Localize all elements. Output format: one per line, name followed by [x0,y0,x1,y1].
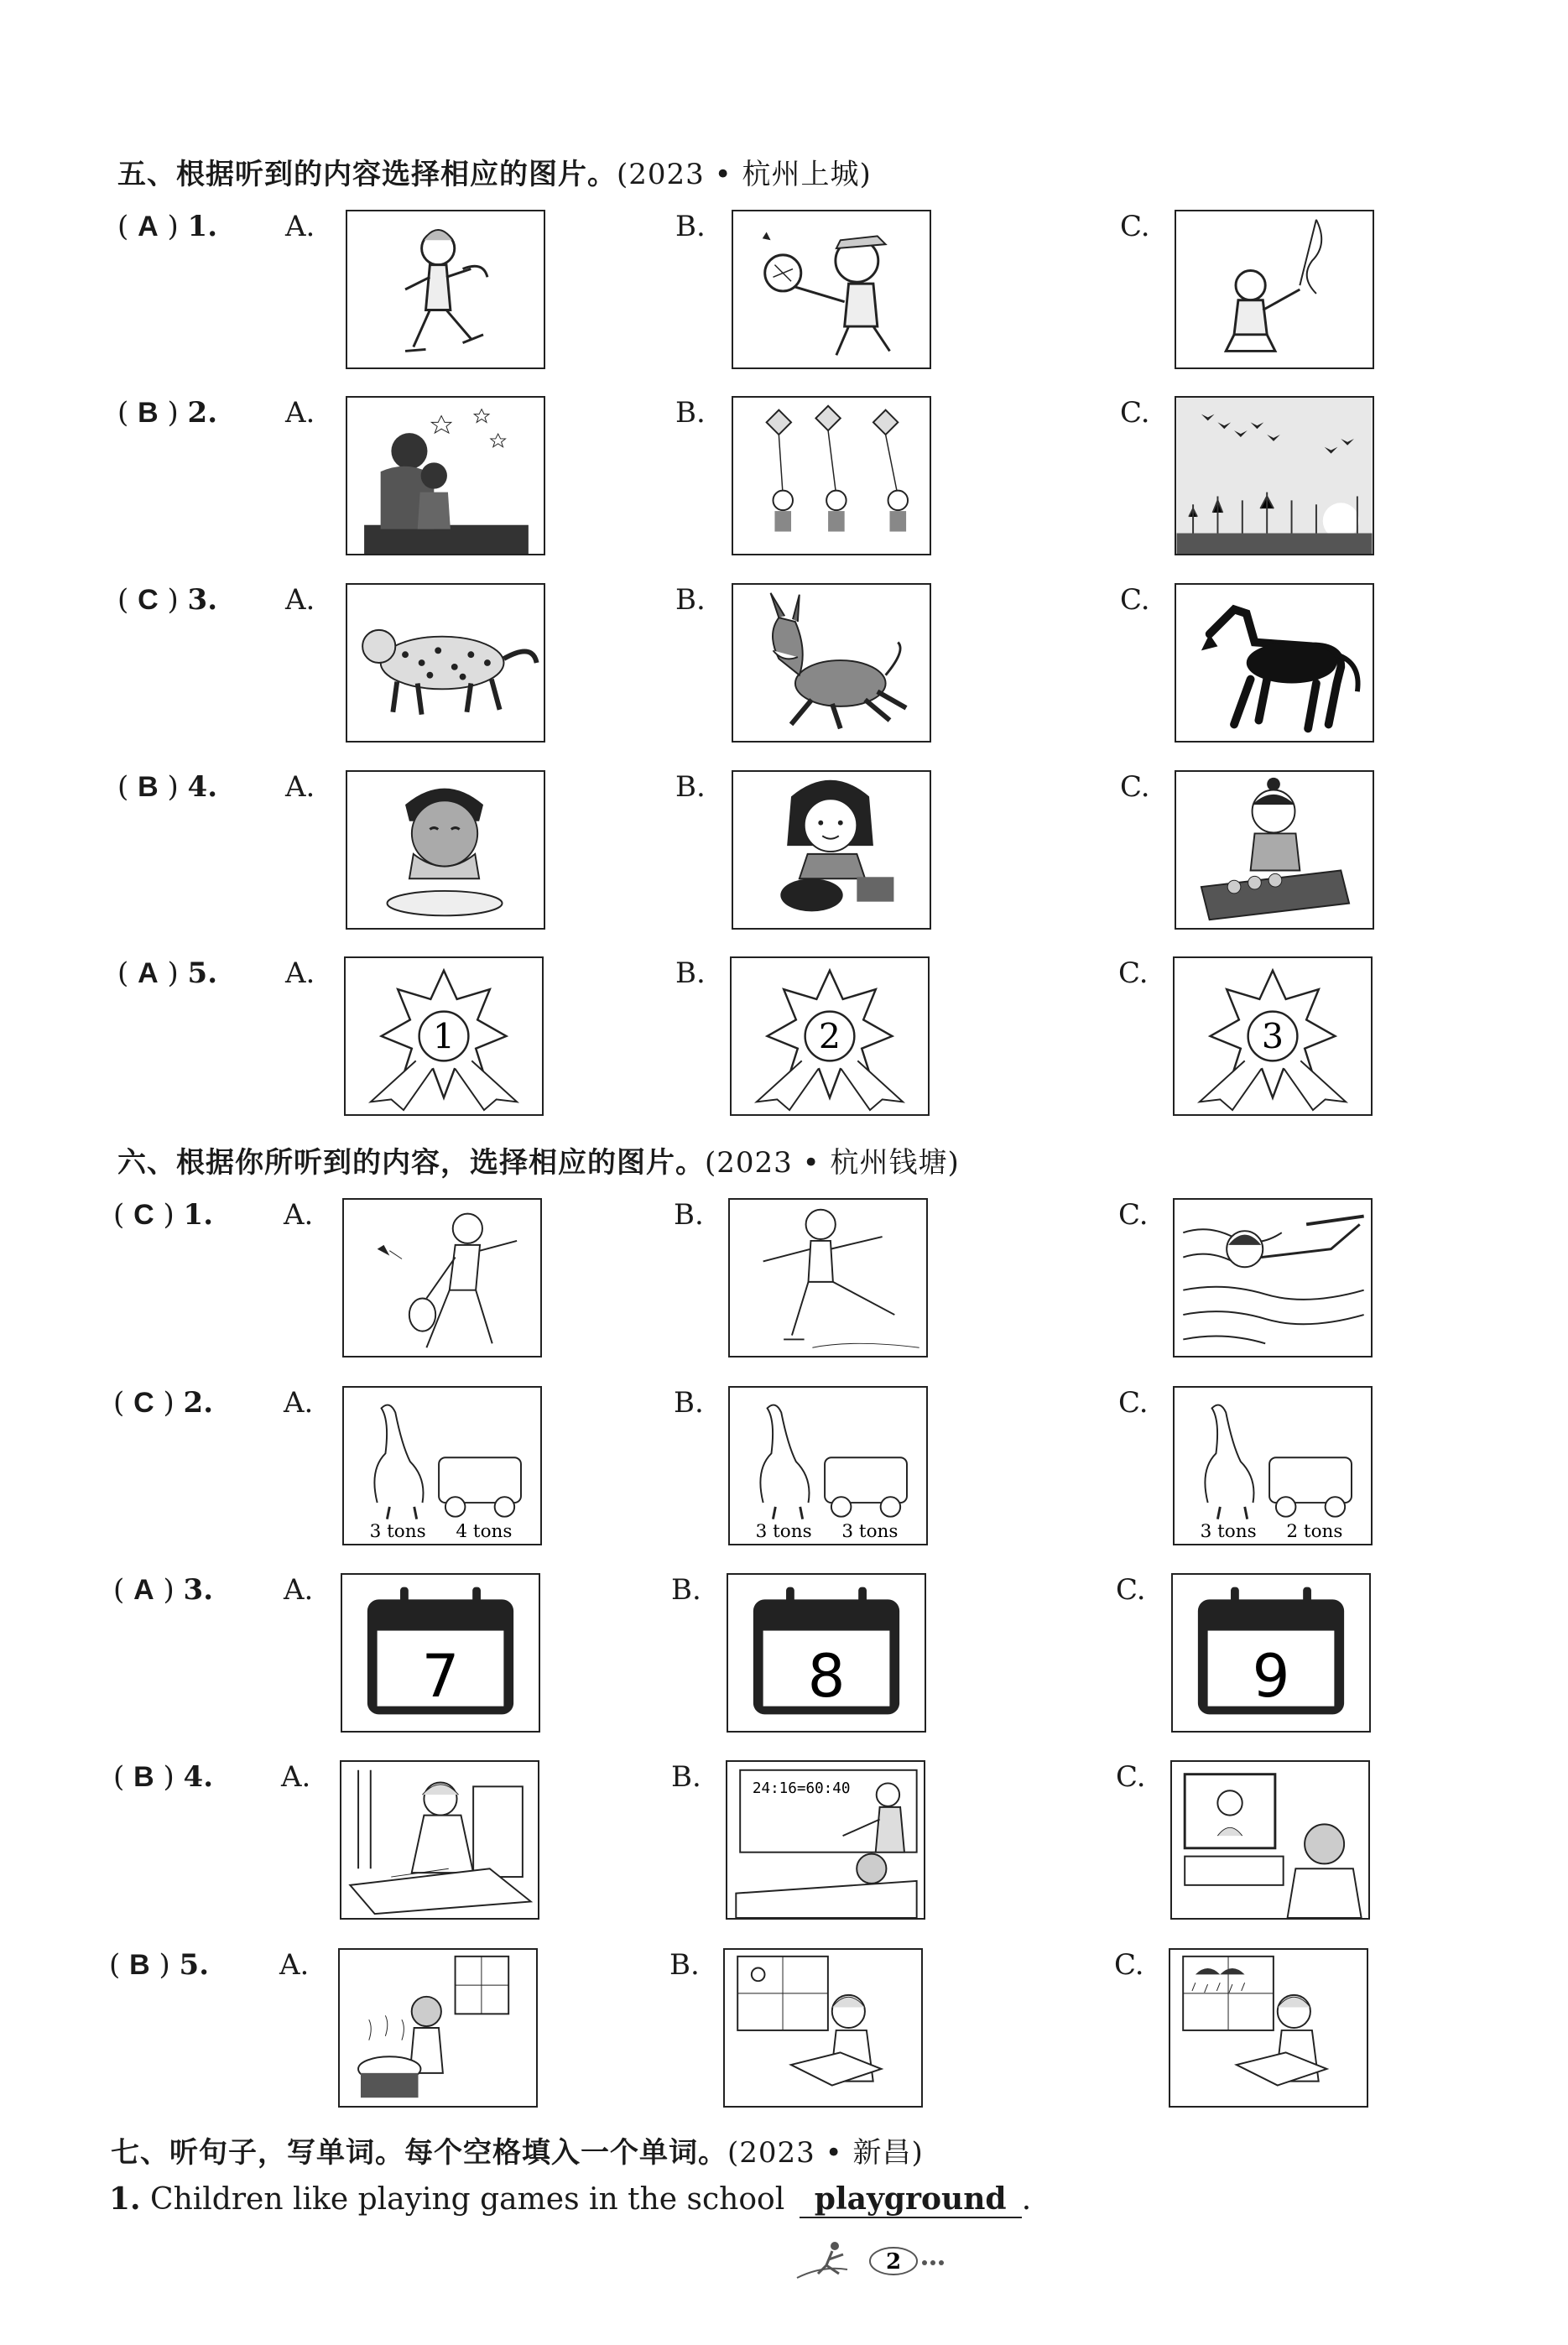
washing-dishes-icon[interactable] [1175,770,1374,930]
stars-watching-icon[interactable] [346,396,545,555]
page-footer [780,2236,965,2286]
option-a-label: A. [285,770,315,804]
option-b-label: B. [669,1948,700,1982]
kites-children-icon[interactable] [732,396,931,555]
calendar-8-icon[interactable] [727,1573,926,1733]
dinosaur-car-icon[interactable] [1173,1386,1373,1545]
blackboard-text: 24:16=60:40 [752,1780,851,1798]
badge-number: 3 [1261,1016,1284,1057]
page-number: 2 [885,2249,902,2275]
washing-feet-icon[interactable] [732,770,931,930]
s6-question-5 [0,1948,1568,2116]
option-b-label: B. [675,956,706,990]
answer-blank[interactable]: playground [800,2181,1022,2218]
kite-girl-icon[interactable] [1175,210,1374,369]
washing-face-icon[interactable] [346,770,545,930]
weight-label: 4 tons [456,1521,513,1543]
option-a-label: A. [284,1198,314,1232]
donkey-icon[interactable] [732,583,931,743]
weight-label: 3 tons [1200,1521,1257,1543]
option-a-label: A. [285,956,315,990]
cooking-girl-icon[interactable] [338,1948,538,2108]
option-b-label: B. [671,1760,701,1794]
option-a-label: A. [284,1386,314,1420]
badminton-player-icon[interactable] [342,1198,542,1357]
teacher-blackboard-icon[interactable] [726,1760,925,1920]
runner-icon [797,2242,847,2278]
s5-question-5 [0,956,1568,1124]
option-c-label: C. [1120,396,1150,430]
watching-tv-icon[interactable] [1170,1760,1370,1920]
question-label: ( A ) 5. [117,956,218,990]
question-end: . [1021,2182,1032,2217]
option-b-label: B. [671,1573,701,1607]
badge-3-icon[interactable] [1173,956,1373,1116]
s5-question-4 [0,770,1568,938]
weight-label: 3 tons [841,1521,899,1543]
section6-title: 六、根据你所听到的内容，选择相应的图片。(2023 • 杭州钱塘) [117,1146,960,1180]
leopard-icon[interactable] [346,583,545,743]
option-c-label: C. [1118,1198,1149,1232]
horse-icon[interactable] [1175,583,1374,743]
question-label: ( C ) 2. [113,1386,214,1420]
question-label: ( B ) 4. [113,1760,214,1794]
option-b-label: B. [675,583,706,617]
dinosaur-car-icon[interactable] [728,1386,928,1545]
swimmer-icon[interactable] [1173,1198,1373,1357]
calendar-number: 8 [807,1641,846,1711]
option-a-label: A. [284,1573,314,1607]
question-label: ( B ) 2. [117,396,218,430]
badge-1-icon[interactable] [344,956,544,1116]
s6-question-4 [0,1760,1568,1928]
option-b-label: B. [674,1198,704,1232]
calendar-9-icon[interactable] [1171,1573,1371,1733]
skating-boy-icon[interactable] [346,210,545,369]
writing-student-icon[interactable] [340,1760,539,1920]
s5-question-2 [0,396,1568,564]
section5-title: 五、根据听到的内容选择相应的图片。(2023 • 杭州上城) [117,158,872,191]
question-label: ( C ) 3. [117,583,218,617]
calendar-number: 7 [421,1641,460,1711]
badge-number: 1 [432,1016,456,1057]
weight-label: 2 tons [1286,1521,1343,1543]
question-label: ( A ) 3. [113,1573,214,1607]
s6-question-1 [0,1198,1568,1366]
option-b-label: B. [675,396,706,430]
badge-2-icon[interactable] [730,956,930,1116]
question-label: ( B ) 4. [117,770,218,804]
calendar-number: 9 [1252,1641,1290,1711]
weight-label: 3 tons [369,1521,426,1543]
option-c-label: C. [1116,1573,1146,1607]
ice-skater-icon[interactable] [728,1198,928,1357]
question-label: ( B ) 5. [109,1948,210,1982]
s5-question-1 [0,210,1568,378]
option-c-label: C. [1120,583,1150,617]
option-a-label: A. [285,583,315,617]
calendar-7-icon[interactable] [341,1573,540,1733]
option-b-label: B. [675,210,706,243]
s5-question-3 [0,583,1568,751]
s6-question-3 [0,1573,1568,1741]
question-text: Children like playing games in the school [150,2182,785,2217]
option-a-label: A. [285,396,315,430]
dinosaur-car-icon[interactable] [342,1386,542,1545]
birds-flying-icon[interactable] [1175,396,1374,555]
badge-number: 2 [818,1016,841,1057]
option-b-label: B. [674,1386,704,1420]
option-a-label: A. [285,210,315,243]
s6-question-2 [0,1386,1568,1554]
question-number: 1. [109,2181,141,2217]
option-c-label: C. [1118,956,1149,990]
option-a-label: A. [279,1948,310,1982]
option-c-label: C. [1118,1386,1149,1420]
section7-title: 七、听句子，写单词。每个空格填入一个单词。(2023 • 新昌) [111,2136,924,2170]
option-c-label: C. [1114,1948,1144,1982]
question-label: ( C ) 1. [113,1198,214,1232]
option-b-label: B. [675,770,706,804]
option-c-label: C. [1120,210,1150,243]
weight-label: 3 tons [755,1521,812,1543]
reading-girl-rainy-icon[interactable] [1169,1948,1368,2108]
reading-girl-sunny-icon[interactable] [723,1948,923,2108]
question-label: ( A ) 1. [117,210,218,243]
option-c-label: C. [1116,1760,1146,1794]
option-a-label: A. [281,1760,311,1794]
option-c-label: C. [1120,770,1150,804]
badminton-boy-icon[interactable] [732,210,931,369]
section7-question-1 [109,2181,1031,2218]
